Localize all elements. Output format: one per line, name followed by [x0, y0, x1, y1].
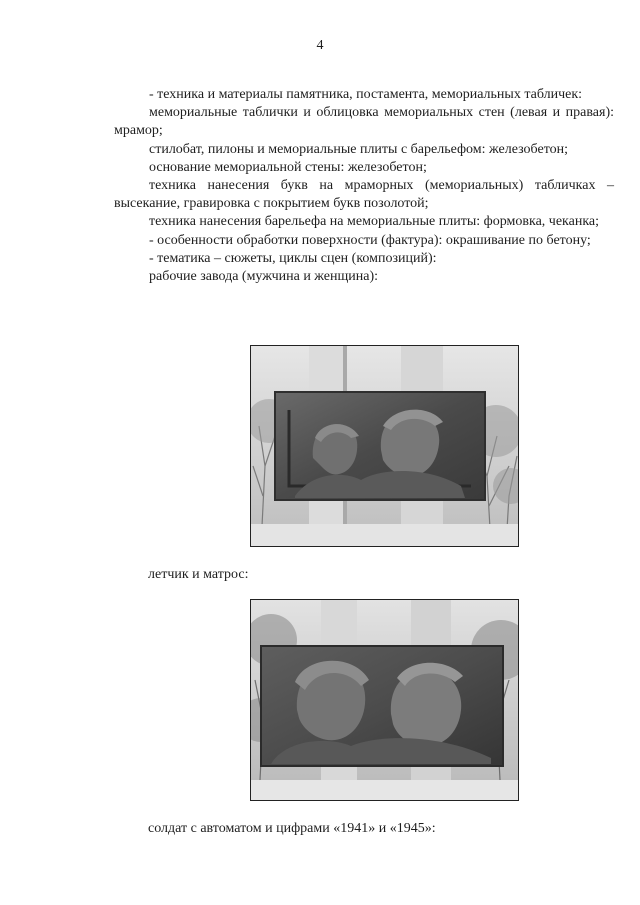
caption: летчик и матрос: — [148, 567, 249, 582]
body-text — [114, 86, 614, 286]
caption: солдат с автоматом и цифрами «1941» и «1945»: — [148, 821, 436, 836]
photo-pilot-sailor-relief — [250, 599, 519, 801]
paragraph: стилобат, пилоны и мемориальные плиты с барельефом: железобетон; — [149, 141, 569, 157]
paragraph: основание мемориальной стены: железобетон; — [149, 159, 427, 175]
photo-workers-relief — [250, 345, 519, 547]
paragraph: - тематика – сюжеты, циклы сцен (композиций): — [149, 250, 437, 266]
paragraph: рабочие завода (мужчина и женщина): — [149, 269, 379, 285]
paragraph: техника нанесения букв на мраморных (мемориальных) табличках – высекание, гравировка с покрытием букв позолотой; — [114, 178, 614, 212]
paragraph: мемориальные таблички и облицовка мемориальных стен (левая и правая): мрамор; — [114, 105, 614, 139]
page-number: 4 — [316, 38, 324, 53]
paragraph: - особенности обработки поверхности (фактура): окрашивание по бетону; — [149, 232, 591, 248]
paragraph: техника нанесения барельефа на мемориальные плиты: формовка, чеканка; — [149, 214, 600, 230]
paragraph: - техника и материалы памятника, постамента, мемориальных табличек: — [149, 87, 583, 102]
